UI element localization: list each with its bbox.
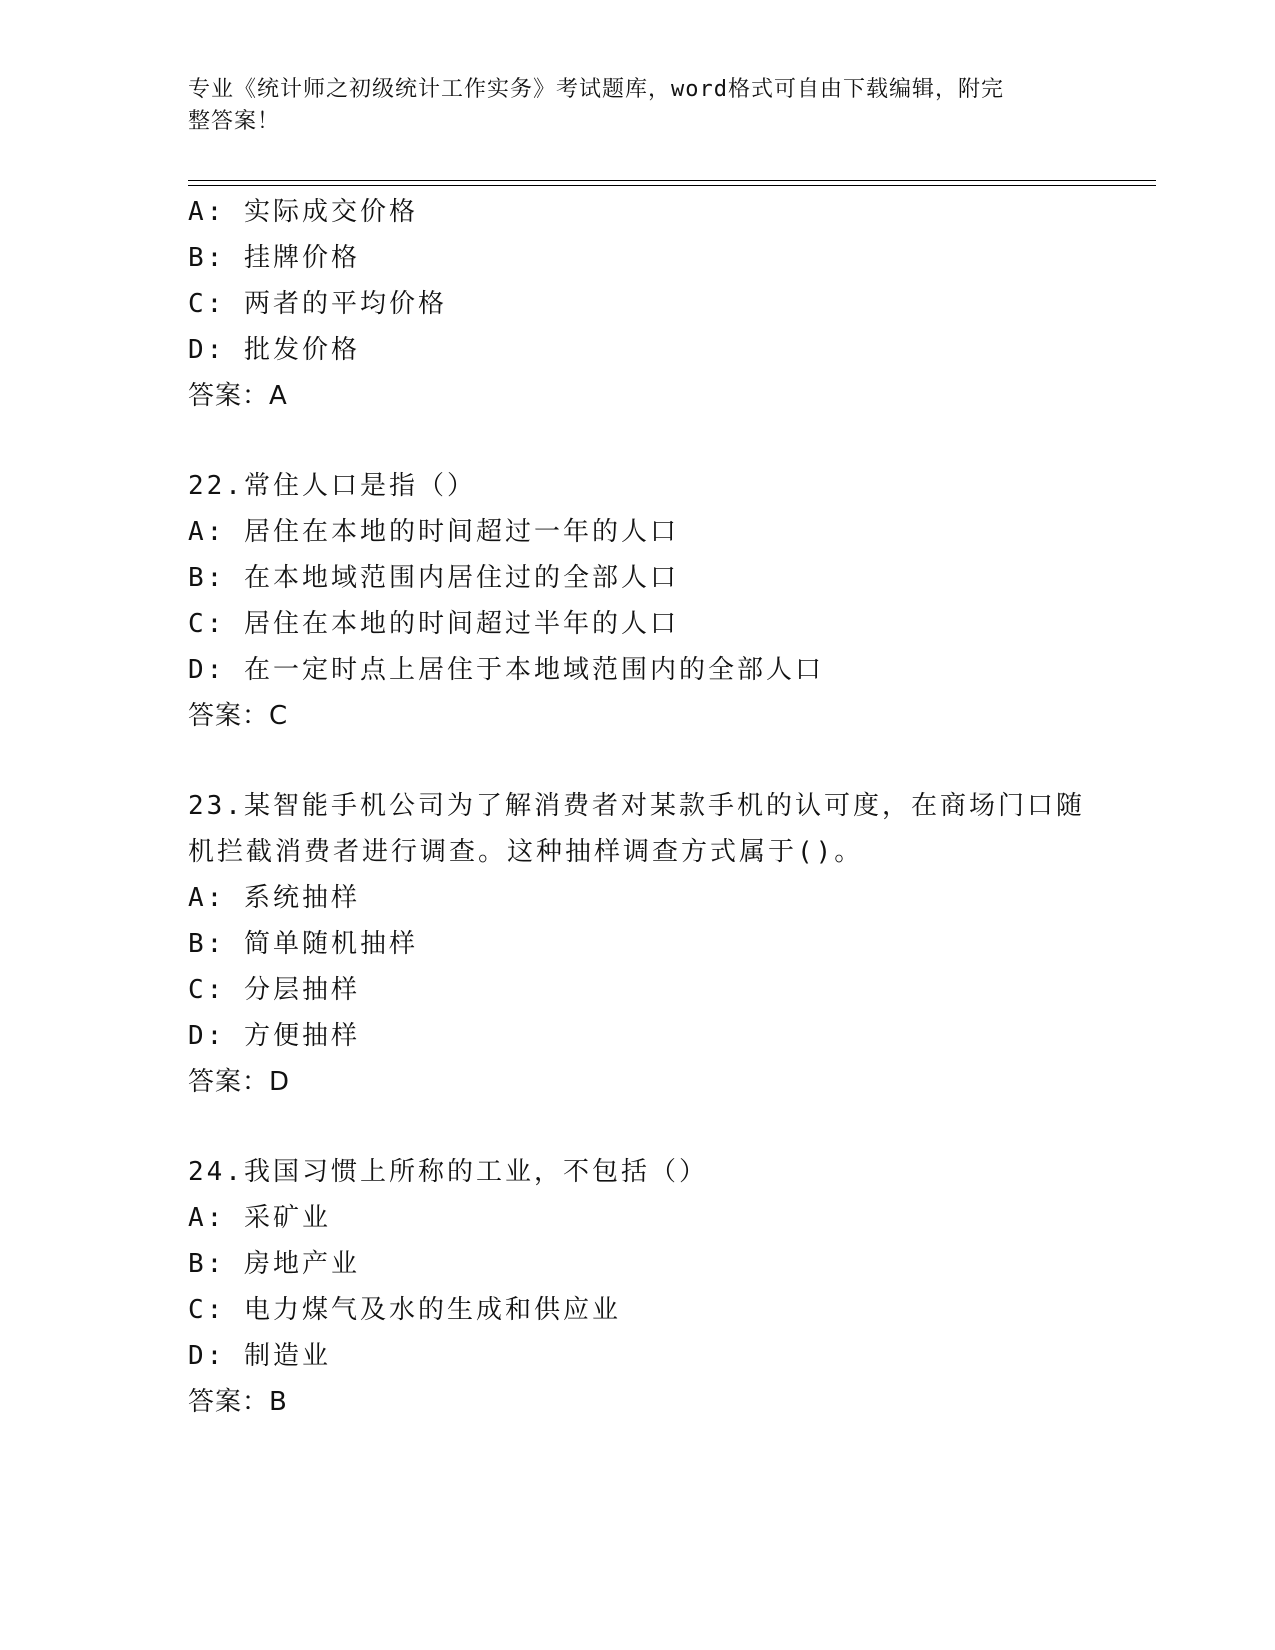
spacer — [188, 1105, 1088, 1149]
question-list — [188, 189, 1088, 1425]
option-d: D: 方便抽样 — [188, 1021, 360, 1051]
document-header — [188, 74, 1068, 138]
option-c: C: 两者的平均价格 — [188, 289, 447, 319]
option-d: D: 在一定时点上居住于本地域范围内的全部人口 — [188, 655, 824, 685]
header-line-1: 专业《统计师之初级统计工作实务》考试题库，word格式可自由下载编辑，附完 — [188, 77, 1004, 102]
option-d: D: 制造业 — [188, 1341, 331, 1371]
header-line-2: 整答案！ — [188, 109, 281, 134]
question-23 — [188, 783, 1088, 1105]
option-d: D: 批发价格 — [188, 335, 360, 365]
option-b: B: 在本地域范围内居住过的全部人口 — [188, 563, 679, 593]
option-a: A: 采矿业 — [188, 1203, 331, 1233]
question-21 — [188, 189, 1088, 419]
answer-text: 答案：D — [188, 1067, 291, 1097]
option-a: A: 系统抽样 — [188, 883, 360, 913]
option-b: B: 挂牌价格 — [188, 243, 360, 273]
spacer — [188, 419, 1088, 463]
question-22 — [188, 463, 1088, 739]
answer-text: 答案：A — [188, 381, 288, 411]
question-stem-line-2: 机拦截消费者进行调查。这种抽样调查方式属于()。 — [188, 837, 864, 867]
option-c: C: 分层抽样 — [188, 975, 360, 1005]
question-stem: 24.我国习惯上所称的工业，不包括（） — [188, 1157, 708, 1187]
option-c: C: 居住在本地的时间超过半年的人口 — [188, 609, 679, 639]
spacer — [188, 739, 1088, 783]
option-c: C: 电力煤气及水的生成和供应业 — [188, 1295, 621, 1325]
question-stem: 22.常住人口是指（） — [188, 471, 476, 501]
header-divider-top — [188, 180, 1156, 181]
option-a: A: 实际成交价格 — [188, 197, 418, 227]
option-b: B: 简单随机抽样 — [188, 929, 418, 959]
option-b: B: 房地产业 — [188, 1249, 360, 1279]
question-24 — [188, 1149, 1088, 1425]
option-a: A: 居住在本地的时间超过一年的人口 — [188, 517, 679, 547]
answer-text: 答案：C — [188, 701, 289, 731]
header-divider-bottom — [188, 185, 1156, 186]
question-stem-line-1: 23.某智能手机公司为了解消费者对某款手机的认可度，在商场门口随 — [188, 791, 1085, 821]
answer-text: 答案：B — [188, 1387, 288, 1417]
